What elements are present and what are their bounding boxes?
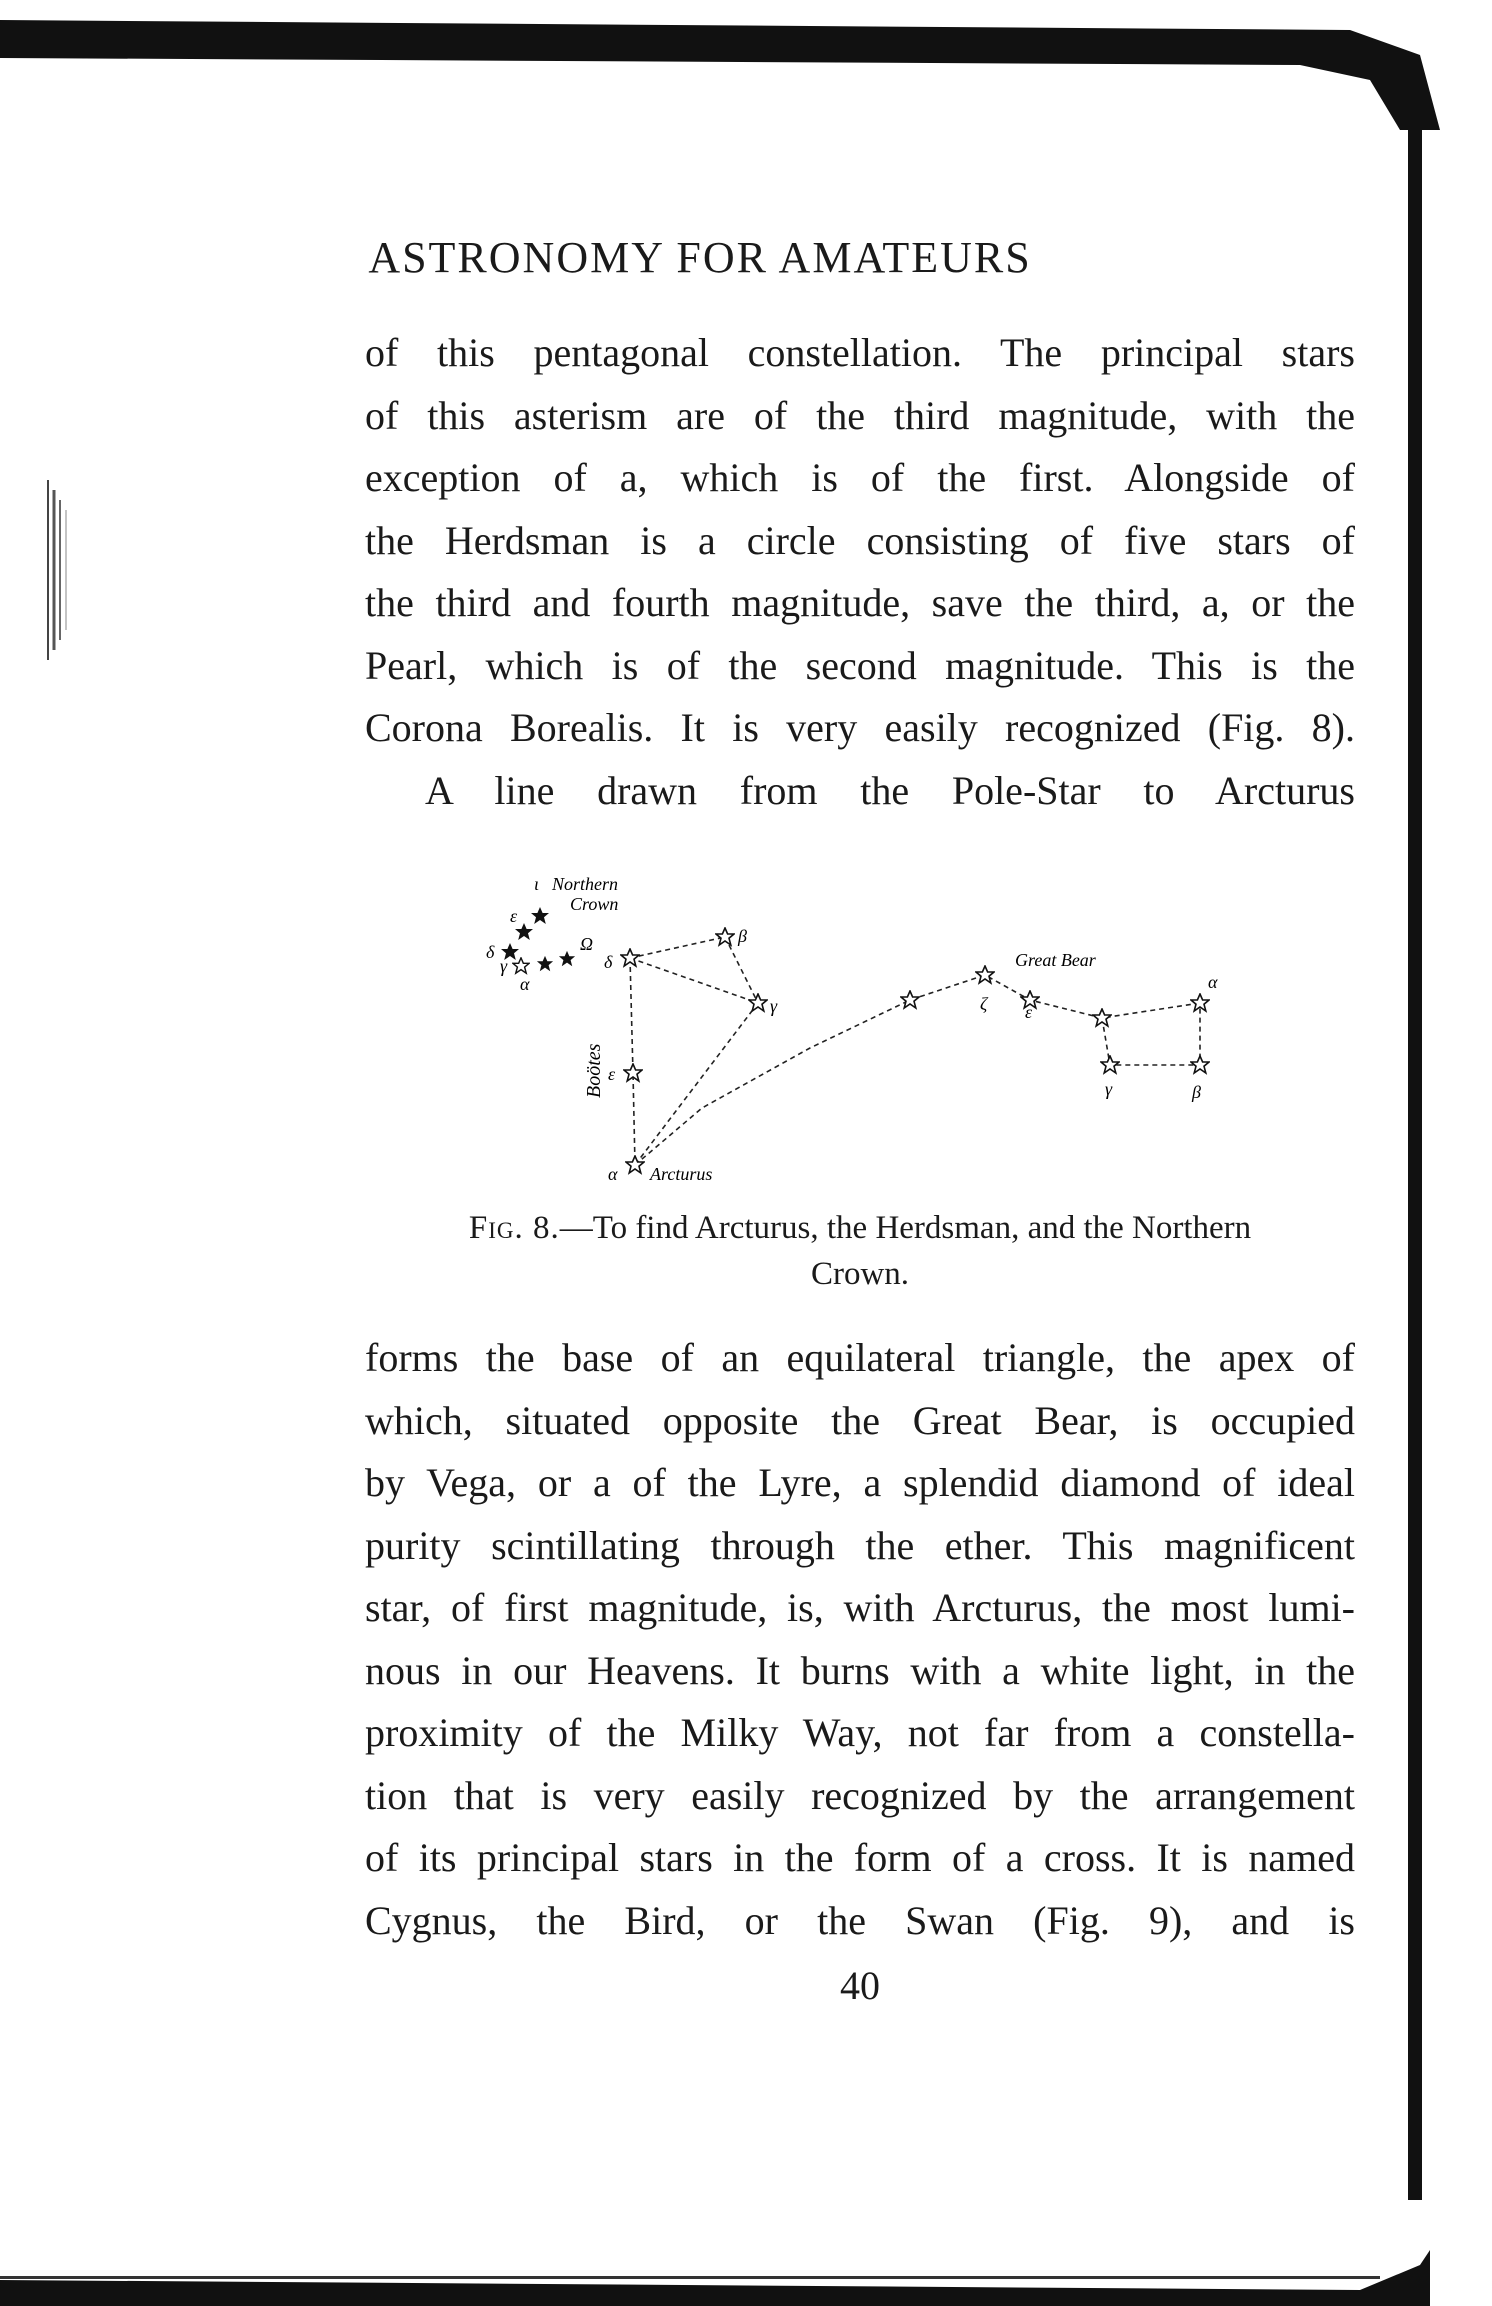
caption-line-2: Crown. [810,1256,910,1292]
scan-edge-top [0,20,1492,130]
caption-fig-label: Fig. 8. [468,1210,560,1246]
label-bear-epsilon: ε [1025,1002,1033,1022]
text-line: which, situated opposite the Great Bear, is occupied [365,1397,1355,1443]
constellation-lines [630,937,1200,1165]
paragraph-top [365,322,1355,822]
star-crown-gamma [513,958,529,973]
caption-dash: — [559,1210,593,1246]
label-alpha: α [520,974,530,994]
running-head: ASTRONOMY FOR AMATEURS [368,233,1032,282]
caption-line-1 [365,1205,1355,1251]
label-bootes-gamma: γ [770,996,778,1016]
star-arcturus [626,1156,644,1173]
star-bootes-gamma [749,994,767,1011]
scan-edge-right [1408,110,1422,2200]
label-arcturus-alpha: α [608,1164,618,1184]
star-bear-delta [1093,1009,1111,1026]
label-bear-alpha: α [1208,972,1218,992]
label-iota: ι [534,874,540,894]
text-line: Cygnus, the Bird, or the Swan (Fig. 9), and is [365,1897,1355,1943]
text-line: forms the base of an equilateral triangle, the apex of [365,1335,1355,1380]
figure-caption [365,1205,1355,1297]
label-great-bear: Great Bear [1015,950,1096,970]
star-bear-alpha [1191,994,1209,1011]
text-line: A line drawn from the Pole-Star to Arcturus [425,767,1355,813]
label-epsilon: ε [510,906,518,926]
label-arcturus: Arcturus [650,1164,713,1184]
label-bootes-beta: β [738,926,747,946]
page-number: 40 [840,1963,880,2008]
text-line: the Herdsman is a circle consisting of five stars of [365,517,1355,563]
scan-edge-bottom [0,2250,1492,2306]
label-bootes-delta: δ [604,952,613,972]
label-northern: Northern [552,874,619,894]
text-line: purity scintillating through the ether. This magnificent [365,1522,1355,1568]
text-line: nous in our Heavens. It burns with a white light, in the [365,1647,1355,1693]
star-bootes-delta [621,949,639,966]
star-bear-gamma [1101,1056,1119,1073]
star-bear-eta [901,991,919,1008]
star-crown-epsilon [515,923,533,940]
text-line: exception of a, which is of the first. Alongside of [365,455,1355,500]
caption-text: To find Arcturus, the Herdsman, and the Northern [592,1210,1252,1246]
label-gamma: γ [500,956,508,976]
label-bear-beta: β [1192,1082,1201,1102]
label-bear-gamma: γ [1105,1079,1113,1099]
text-line: the third and fourth magnitude, save the third, a, or the [365,580,1355,625]
star-bear-beta [1191,1056,1209,1073]
binding-marks [40,470,80,670]
text-line: by Vega, or a of the Lyre, a splendid diamond of ideal [365,1460,1355,1505]
text-line: tion that is very easily recognized by the arrangement [365,1772,1355,1818]
text-line: of its principal stars in the form of a cross. It is named [365,1835,1355,1880]
text-line: proximity of the Milky Way, not far from a constella- [365,1710,1355,1755]
text-line: of this asterism are of the third magnitude, with the [365,392,1355,438]
label-bootes: Boötes [583,1043,605,1098]
label-delta: δ [486,942,495,962]
text-line: of this pentagonal constellation. The principal stars [365,330,1355,375]
star-crown-omega [559,951,575,966]
star-crown-alpha [537,956,553,971]
paragraph-bottom [365,1327,1355,1952]
star-crown-iota [531,907,549,924]
label-bear-zeta: ζ [980,994,988,1014]
star-bear-zeta [976,966,994,983]
text-line: Corona Borealis. It is very easily recognized (Fig. 8). [365,705,1355,750]
text-line: star, of first magnitude, is, with Arcturus, the most lumi- [365,1585,1355,1630]
text-line: Pearl, which is of the second magnitude. This is the [365,642,1355,688]
star-bootes-beta [716,928,734,945]
label-crown: Crown [570,894,619,914]
label-omega: Ω [580,934,594,954]
label-bootes-epsilon: ε [608,1064,616,1084]
figure-star-chart [480,860,1400,1200]
